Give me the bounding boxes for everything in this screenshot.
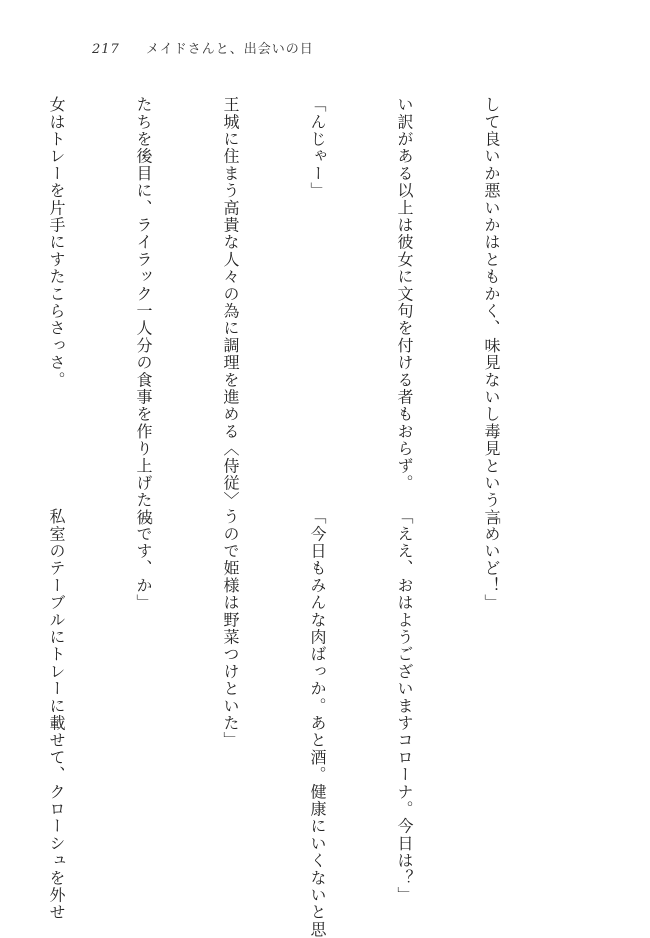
- text-line: 「ええ、おはようございますコローナ。今日は？」: [395, 508, 414, 904]
- running-title: メイドさんと、出会いの日: [145, 42, 314, 57]
- page-header: [92, 38, 314, 57]
- text-line: い訳がある以上は彼女に文句を付ける者もおらず。: [395, 96, 414, 492]
- text-line: 女はトレーを片手にすたこらさっさ。: [47, 96, 66, 389]
- page-number: 217: [92, 42, 120, 57]
- text-line: 「今日もみんな肉ばっか。あと酒。健康にいくないと思: [308, 508, 327, 938]
- text-line: うので姫様は野菜つけといた」: [221, 508, 240, 749]
- bottom-text-block: [47, 508, 564, 938]
- top-text-block: [47, 96, 564, 526]
- text-line: 「めいど！」: [482, 508, 501, 612]
- text-line: 「んじゃー」: [308, 96, 327, 200]
- text-line: して良いか悪いかはともかく、味見ないし毒見という言: [482, 96, 501, 526]
- text-line: 王城に住まう高貴な人々の為に調理を進める〈侍従〉: [221, 96, 240, 509]
- text-line: 「です、か」: [134, 508, 153, 612]
- text-line: 私室のテーブルにトレーに載せて、クローシュを外せ: [47, 508, 66, 921]
- text-line: たちを後目に、ライラック一人分の食事を作り上げた彼: [134, 96, 153, 526]
